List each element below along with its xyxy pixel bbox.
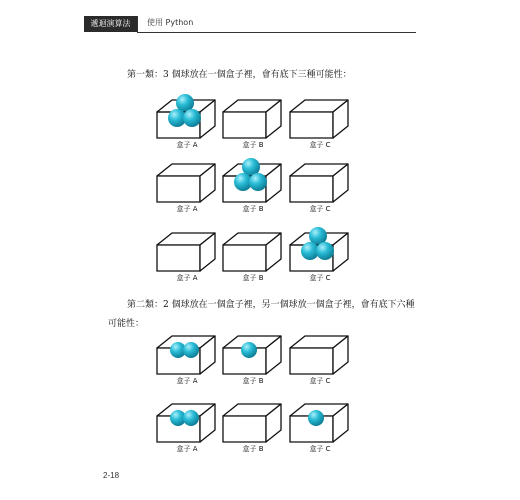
section1-intro: 第一類：3 個球放在一個盒子裡，會有底下三種可能性：	[127, 70, 352, 80]
box-front-face	[157, 176, 200, 202]
sec2-row2-box-b	[222, 402, 284, 444]
box-label: 盒子 B	[242, 141, 264, 149]
sec1-row1-box-b	[222, 98, 284, 140]
section2-intro-line1: 第二類：2 個球放在一個盒子裡，另一個球放一個盒子裡，會有底下六種	[127, 300, 415, 310]
header-rule	[138, 32, 416, 33]
ball	[183, 109, 201, 127]
section2-intro-line2: 可能性：	[108, 319, 145, 329]
box-front-face	[223, 245, 266, 271]
sec1-row3-box-c	[289, 231, 351, 273]
ball	[316, 242, 334, 260]
box-label: 盒子 A	[176, 274, 198, 282]
page-number: 2-18	[103, 471, 120, 480]
ball	[183, 410, 199, 426]
box-label: 盒子 B	[242, 274, 264, 282]
box-label: 盒子 C	[309, 141, 331, 149]
box-front-face	[290, 348, 333, 374]
sec1-row3-box-a	[156, 231, 218, 273]
box-front-face	[223, 112, 266, 138]
box-label: 盒子 B	[242, 205, 264, 213]
sec2-row1-box-c	[289, 334, 351, 376]
box-front-face	[223, 416, 266, 442]
ball	[183, 342, 199, 358]
ball	[308, 410, 324, 426]
box-front-face	[290, 112, 333, 138]
box-label: 盒子 C	[309, 445, 331, 453]
sec2-row2-box-c	[289, 402, 351, 444]
sec1-row2-box-c	[289, 162, 351, 204]
box-front-face	[157, 245, 200, 271]
sec2-row1-box-b	[222, 334, 284, 376]
box-label: 盒子 A	[176, 377, 198, 385]
sec2-row1-box-a	[156, 334, 218, 376]
box-label: 盒子 B	[242, 377, 264, 385]
box-label: 盒子 C	[309, 205, 331, 213]
sec1-row2-box-b	[222, 162, 284, 204]
sec1-row1-box-c	[289, 98, 351, 140]
sec2-row2-box-a	[156, 402, 218, 444]
ball	[241, 342, 257, 358]
box-label: 盒子 A	[176, 141, 198, 149]
box-label: 盒子 C	[309, 274, 331, 282]
sec1-row1-box-a	[156, 98, 218, 140]
box-label: 盒子 A	[176, 445, 198, 453]
sec1-row3-box-b	[222, 231, 284, 273]
header-divider	[137, 16, 138, 33]
box-label: 盒子 C	[309, 377, 331, 385]
ball	[249, 173, 267, 191]
box-label: 盒子 B	[242, 445, 264, 453]
box-front-face	[290, 176, 333, 202]
chapter-tag: 遞迴演算法	[84, 16, 137, 32]
chapter-subtitle: 使用 Python	[147, 18, 194, 27]
sec1-row2-box-a	[156, 162, 218, 204]
box-label: 盒子 A	[176, 205, 198, 213]
